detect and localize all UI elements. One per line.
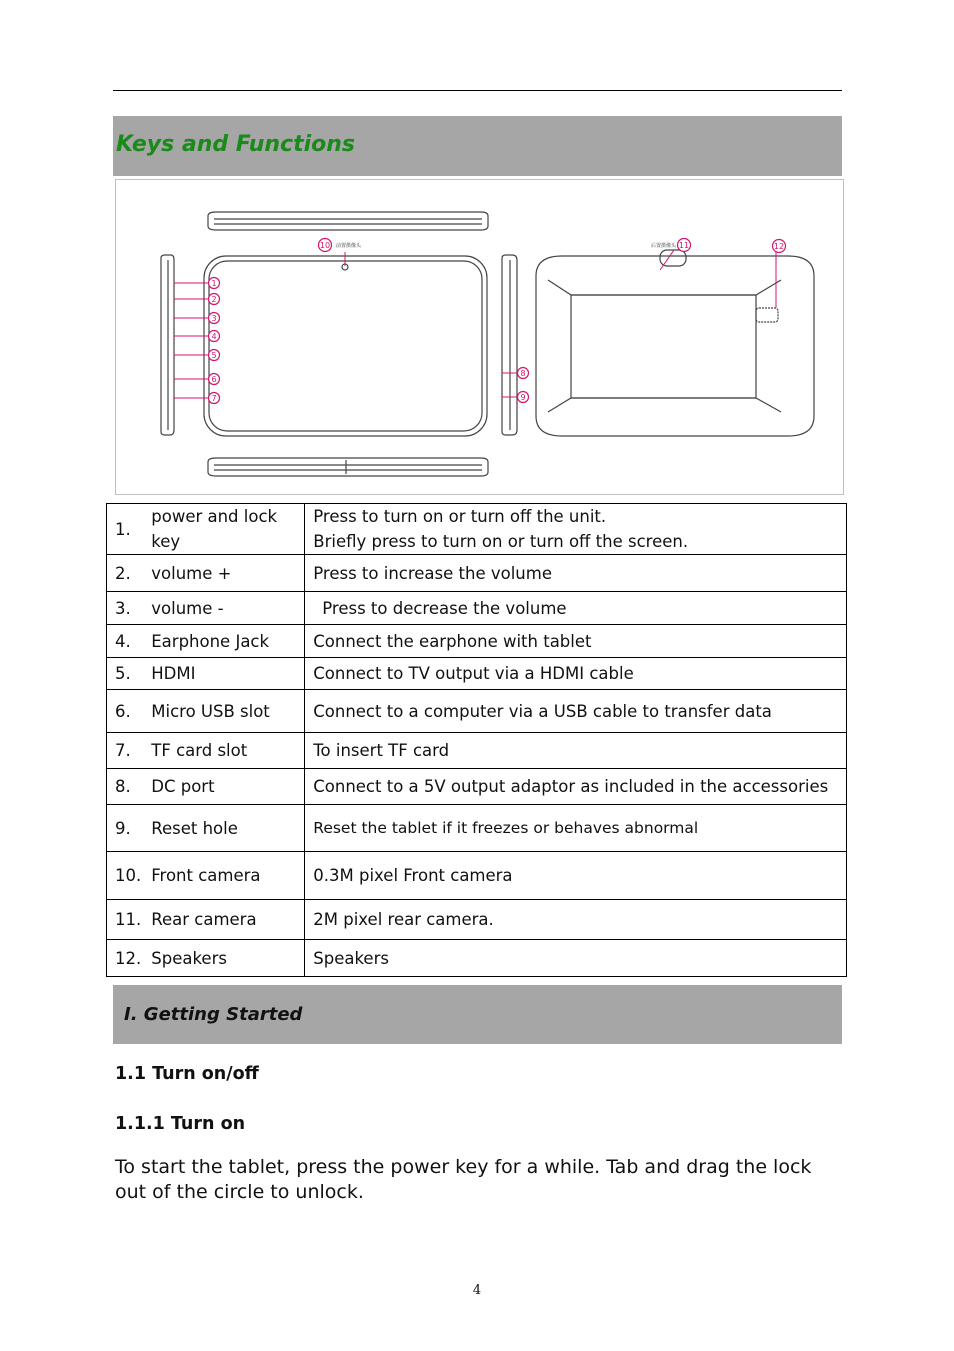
- callout-3: 3: [211, 314, 217, 323]
- table-row: [107, 690, 847, 733]
- tablet-diagram-svg: [116, 180, 845, 496]
- key-name: Reset hole: [141, 805, 305, 852]
- callout-7: 7: [211, 394, 217, 403]
- callout-8: 8: [520, 369, 526, 378]
- getting-started-title: I. Getting Started: [124, 1004, 303, 1025]
- key-description: Reset the tablet if it freezes or behaves abnormal: [305, 805, 847, 852]
- key-name: volume -: [141, 592, 305, 625]
- key-description: 0.3M pixel Front camera: [305, 852, 847, 900]
- key-number: 12.: [107, 940, 142, 977]
- tablet-front: [204, 256, 487, 436]
- tablet-top-edge: [208, 212, 488, 230]
- table-row: [107, 592, 847, 625]
- table-row: [107, 658, 847, 690]
- key-description: Press to decrease the volume: [305, 592, 847, 625]
- speaker-grille: [756, 308, 778, 322]
- table-row: [107, 900, 847, 940]
- key-number: 9.: [107, 805, 142, 852]
- key-description: Press to increase the volume: [305, 555, 847, 592]
- table-row: [107, 769, 847, 805]
- key-number: 3.: [107, 592, 142, 625]
- body-paragraph: To start the tablet, press the power key for a while. Tab and drag the lock out of the circle to unlock.: [115, 1156, 812, 1203]
- key-name: TF card slot: [141, 733, 305, 769]
- header-rule: [113, 90, 842, 91]
- key-name: power and lock key: [141, 504, 305, 555]
- callout-1: 1: [211, 279, 217, 288]
- callout-5: 5: [211, 351, 217, 360]
- key-name: Earphone Jack: [141, 625, 305, 658]
- table-row: [107, 625, 847, 658]
- heading-turn-on-off: 1.1 Turn on/off: [115, 1064, 259, 1084]
- key-name: Front camera: [141, 852, 305, 900]
- key-name: HDMI: [141, 658, 305, 690]
- rear-camera-label: 后置摄像头: [651, 243, 677, 249]
- key-number: 10.: [107, 852, 142, 900]
- tablet-diagram: [115, 179, 844, 495]
- callout-10: 10: [319, 241, 331, 250]
- callout-11: 11: [678, 241, 690, 250]
- section-title: Keys and Functions: [116, 132, 355, 157]
- table-row: [107, 805, 847, 852]
- page-number: 4: [472, 1283, 482, 1298]
- key-description: Connect the earphone with tablet: [305, 625, 847, 658]
- key-name: Speakers: [141, 940, 305, 977]
- key-number: 5.: [107, 658, 142, 690]
- keys-table: [106, 503, 847, 977]
- section-header-getting-started: [113, 985, 842, 1044]
- key-name: Rear camera: [141, 900, 305, 940]
- front-camera-label: 前置摄像头: [336, 243, 362, 249]
- key-name: Micro USB slot: [141, 690, 305, 733]
- key-number: 8.: [107, 769, 142, 805]
- table-row: [107, 555, 847, 592]
- section-header-keys: [113, 116, 842, 176]
- key-description: Press to turn on or turn off the unit. Briefly press to turn on or turn off the screen.: [305, 504, 847, 555]
- key-description: Connect to a computer via a USB cable to transfer data: [305, 690, 847, 733]
- tablet-bottom-edge: [208, 458, 488, 476]
- key-description: To insert TF card: [305, 733, 847, 769]
- table-row: [107, 504, 847, 555]
- table-row: [107, 852, 847, 900]
- heading-turn-on: 1.1.1 Turn on: [115, 1114, 246, 1134]
- key-description: 2M pixel rear camera.: [305, 900, 847, 940]
- callout-4: 4: [211, 332, 217, 341]
- key-number: 6.: [107, 690, 142, 733]
- callout-12: 12: [773, 242, 785, 251]
- key-name: DC port: [141, 769, 305, 805]
- key-number: 7.: [107, 733, 142, 769]
- callout-6: 6: [211, 375, 217, 384]
- table-row: [107, 733, 847, 769]
- key-number: 1.: [107, 504, 142, 555]
- callout-9: 9: [520, 393, 526, 402]
- table-row: [107, 940, 847, 977]
- key-name: volume +: [141, 555, 305, 592]
- key-number: 11.: [107, 900, 142, 940]
- key-description: Connect to a 5V output adaptor as included in the accessories: [305, 769, 847, 805]
- callout-2: 2: [211, 295, 217, 304]
- key-number: 4.: [107, 625, 142, 658]
- key-number: 2.: [107, 555, 142, 592]
- key-description: Connect to TV output via a HDMI cable: [305, 658, 847, 690]
- key-description: Speakers: [305, 940, 847, 977]
- tablet-back: [536, 256, 814, 436]
